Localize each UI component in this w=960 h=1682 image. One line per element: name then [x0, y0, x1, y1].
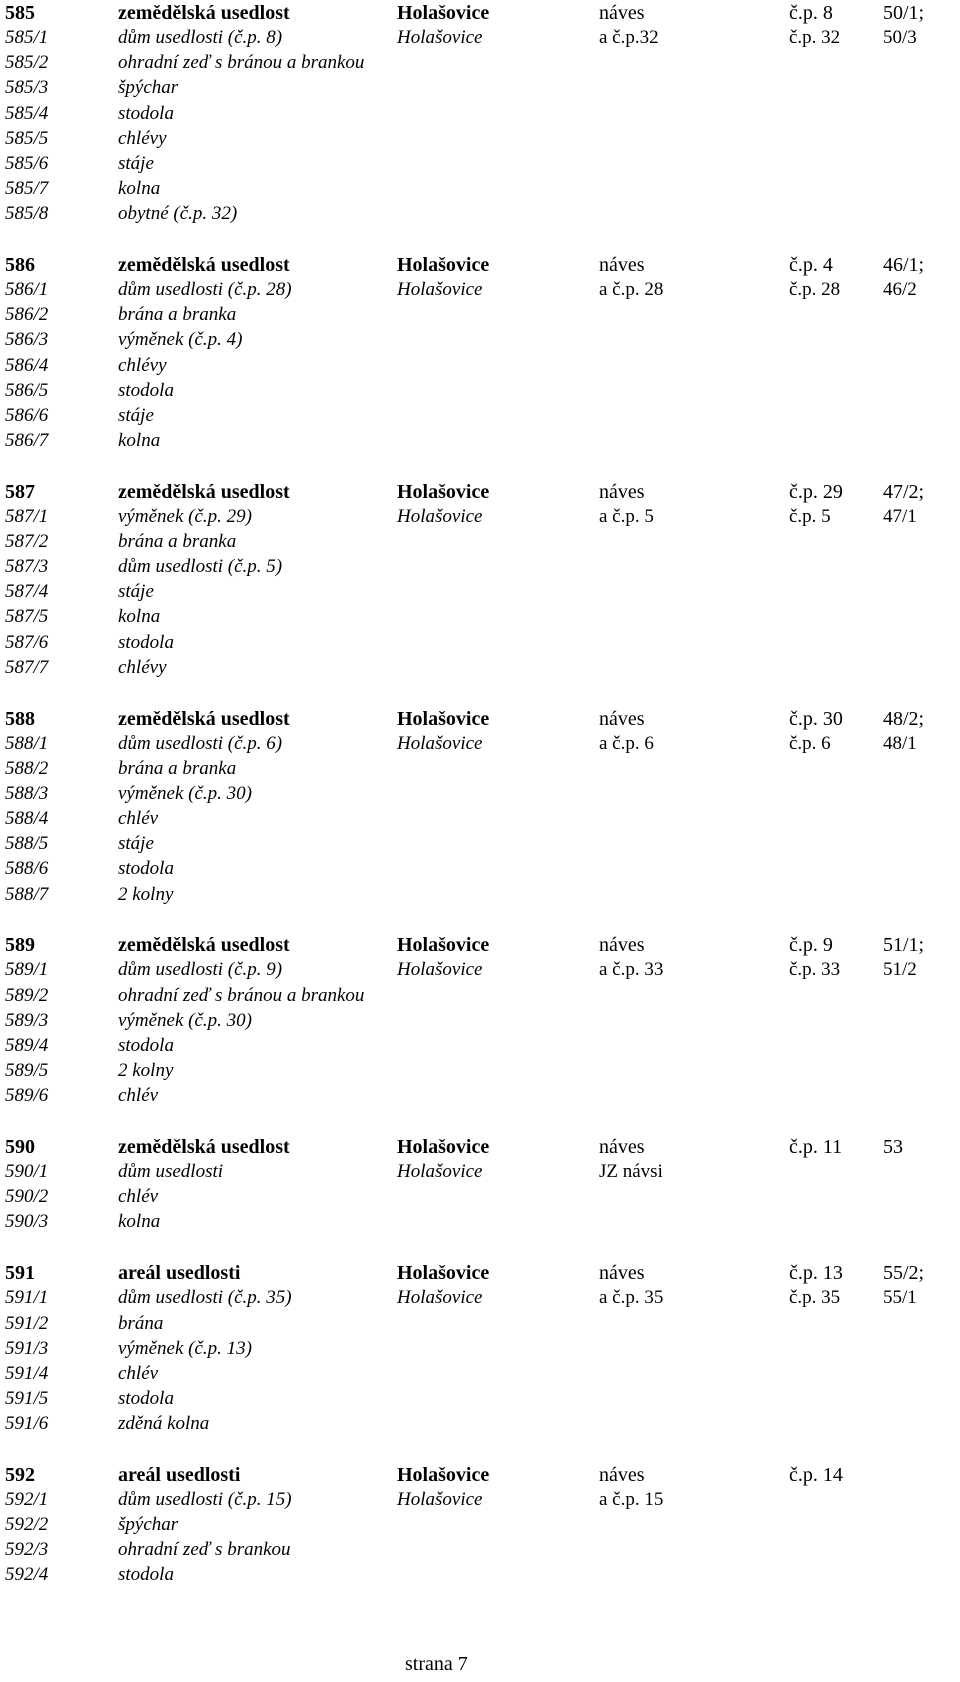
sub-item-row [0, 25, 960, 51]
sub-item-row [0, 302, 960, 328]
sub-item-row [0, 101, 960, 127]
item-number: 591/4 [5, 1363, 49, 1384]
item-number: 588/7 [5, 884, 49, 905]
item-number: 592/1 [5, 1489, 49, 1510]
item-name: dům usedlosti (č.p. 35) [118, 1287, 292, 1308]
item-house-number: č.p. 35 [789, 1287, 841, 1308]
group-header-row [0, 932, 960, 958]
item-house-number: č.p. 8 [789, 2, 833, 24]
item-number: 589/2 [5, 985, 49, 1006]
item-name: obytné (č.p. 32) [118, 203, 238, 224]
item-name: 2 kolny [118, 1060, 174, 1081]
item-house-number: č.p. 30 [789, 708, 843, 730]
item-parcel: 55/2; [883, 1262, 925, 1284]
item-number: 591/6 [5, 1413, 49, 1434]
item-number: 592 [5, 1464, 35, 1486]
item-location: náves [599, 1464, 645, 1486]
item-locality: Holašovice [397, 1136, 490, 1158]
item-number: 588 [5, 708, 35, 730]
item-name: stáje [118, 153, 154, 174]
item-location: a č.p. 28 [599, 279, 664, 300]
item-number: 585/2 [5, 52, 49, 73]
item-number: 586/2 [5, 304, 49, 325]
item-name: zemědělská usedlost [118, 708, 290, 730]
item-number: 591 [5, 1262, 35, 1284]
item-name: chlév [118, 1186, 159, 1207]
item-location: a č.p. 6 [599, 733, 654, 754]
item-location: a č.p. 33 [599, 959, 664, 980]
item-parcel: 46/1; [883, 254, 925, 276]
sub-item-row [0, 126, 960, 152]
item-name: kolna [118, 178, 161, 199]
item-number: 591/1 [5, 1287, 49, 1308]
item-name: stodola [118, 1035, 174, 1056]
sub-item-row [0, 1537, 960, 1563]
item-number: 592/2 [5, 1514, 49, 1535]
sub-item-row [0, 529, 960, 555]
item-number: 589/3 [5, 1010, 49, 1031]
item-number: 588/6 [5, 858, 49, 879]
item-number: 585/7 [5, 178, 49, 199]
sub-item-row [0, 1336, 960, 1362]
item-name: dům usedlosti (č.p. 8) [118, 27, 283, 48]
item-number: 589/4 [5, 1035, 49, 1056]
sub-item-row [0, 428, 960, 454]
item-location: náves [599, 481, 645, 503]
item-number: 591/2 [5, 1313, 49, 1334]
item-number: 592/4 [5, 1564, 49, 1585]
sub-item-row [0, 1311, 960, 1337]
sub-item-row [0, 957, 960, 983]
item-name: zemědělská usedlost [118, 481, 290, 503]
item-location: a č.p.32 [599, 27, 659, 48]
item-locality: Holašovice [397, 279, 483, 300]
item-name: stodola [118, 103, 174, 124]
item-name: brána a branka [118, 531, 237, 552]
item-number: 590/3 [5, 1211, 49, 1232]
sub-item-row [0, 1058, 960, 1084]
item-name: stáje [118, 405, 154, 426]
group-header-row [0, 1462, 960, 1488]
item-name: dům usedlosti (č.p. 5) [118, 556, 283, 577]
sub-item-row [0, 630, 960, 656]
item-parcel: 48/1 [883, 733, 917, 754]
group-header-row [0, 252, 960, 278]
item-number: 587 [5, 481, 35, 503]
item-name: výměnek (č.p. 13) [118, 1338, 252, 1359]
item-name: areál usedlosti [118, 1464, 241, 1486]
item-house-number: č.p. 28 [789, 279, 841, 300]
item-locality: Holašovice [397, 1161, 483, 1182]
item-number: 590 [5, 1136, 35, 1158]
sub-item-row [0, 554, 960, 580]
item-number: 585/8 [5, 203, 49, 224]
item-number: 586/7 [5, 430, 49, 451]
sub-item-row [0, 378, 960, 404]
item-name: dům usedlosti (č.p. 9) [118, 959, 283, 980]
group-header-row [0, 1134, 960, 1160]
item-name: výměnek (č.p. 30) [118, 783, 252, 804]
item-number: 587/5 [5, 606, 49, 627]
sub-item-row [0, 176, 960, 202]
item-name: brána [118, 1313, 164, 1334]
item-name: dům usedlosti [118, 1161, 224, 1182]
sub-item-row [0, 756, 960, 782]
item-number: 585/1 [5, 27, 49, 48]
item-number: 587/1 [5, 506, 49, 527]
item-name: chlévy [118, 355, 167, 376]
item-parcel: 55/1 [883, 1287, 917, 1308]
item-name: chlév [118, 808, 159, 829]
item-location: a č.p. 15 [599, 1489, 664, 1510]
item-number: 585/5 [5, 128, 49, 149]
item-parcel: 50/1; [883, 2, 925, 24]
sub-item-row [0, 1209, 960, 1235]
item-house-number: č.p. 33 [789, 959, 841, 980]
item-number: 586/6 [5, 405, 49, 426]
item-name: chlévy [118, 128, 167, 149]
item-house-number: č.p. 5 [789, 506, 831, 527]
page-footer: strana 7 [405, 1653, 468, 1675]
item-parcel: 47/2; [883, 481, 925, 503]
item-name: stodola [118, 632, 174, 653]
item-house-number: č.p. 9 [789, 934, 833, 956]
item-name: dům usedlosti (č.p. 6) [118, 733, 283, 754]
item-locality: Holašovice [397, 708, 490, 730]
item-location: náves [599, 708, 645, 730]
item-name: stodola [118, 380, 174, 401]
item-number: 588/2 [5, 758, 49, 779]
sub-item-row [0, 604, 960, 630]
item-locality: Holašovice [397, 2, 490, 24]
item-name: špýchar [118, 1514, 179, 1535]
item-name: dům usedlosti (č.p. 15) [118, 1489, 292, 1510]
item-parcel: 51/2 [883, 959, 917, 980]
item-locality: Holašovice [397, 481, 490, 503]
item-name: výměnek (č.p. 4) [118, 329, 243, 350]
item-name: zemědělská usedlost [118, 1136, 290, 1158]
item-parcel: 51/1; [883, 934, 925, 956]
sub-item-row [0, 579, 960, 605]
sub-item-row [0, 50, 960, 76]
sub-item-row [0, 1285, 960, 1311]
item-house-number: č.p. 4 [789, 254, 833, 276]
item-locality: Holašovice [397, 254, 490, 276]
group-header-row [0, 479, 960, 505]
group-header-row [0, 0, 960, 26]
item-name: stodola [118, 1388, 174, 1409]
item-number: 587/6 [5, 632, 49, 653]
item-house-number: č.p. 29 [789, 481, 843, 503]
item-number: 586/4 [5, 355, 49, 376]
item-house-number: č.p. 14 [789, 1464, 843, 1486]
item-number: 586/5 [5, 380, 49, 401]
sub-item-row [0, 277, 960, 303]
item-name: kolna [118, 1211, 161, 1232]
sub-item-row [0, 1411, 960, 1437]
item-location: náves [599, 1136, 645, 1158]
item-name: zemědělská usedlost [118, 2, 290, 24]
item-name: brána a branka [118, 304, 237, 325]
item-locality: Holašovice [397, 959, 483, 980]
item-name: chlévy [118, 657, 167, 678]
item-number: 590/1 [5, 1161, 49, 1182]
item-number: 587/2 [5, 531, 49, 552]
item-number: 588/5 [5, 833, 49, 854]
item-locality: Holašovice [397, 27, 483, 48]
item-number: 589/1 [5, 959, 49, 980]
item-house-number: č.p. 13 [789, 1262, 843, 1284]
item-name: brána a branka [118, 758, 237, 779]
item-house-number: č.p. 11 [789, 1136, 843, 1158]
item-number: 587/7 [5, 657, 49, 678]
item-name: ohradní zeď s bránou a brankou [118, 52, 365, 73]
sub-item-row [0, 327, 960, 353]
item-name: dům usedlosti (č.p. 28) [118, 279, 292, 300]
group-header-row [0, 1260, 960, 1286]
item-name: chlév [118, 1363, 159, 1384]
sub-item-row [0, 201, 960, 227]
item-number: 591/5 [5, 1388, 49, 1409]
item-name: kolna [118, 430, 161, 451]
item-location: náves [599, 2, 645, 24]
item-parcel: 50/3 [883, 27, 917, 48]
item-locality: Holašovice [397, 733, 483, 754]
item-location: a č.p. 35 [599, 1287, 664, 1308]
item-name: 2 kolny [118, 884, 174, 905]
sub-item-row [0, 1083, 960, 1109]
sub-item-row [0, 882, 960, 908]
sub-item-row [0, 781, 960, 807]
sub-item-row [0, 856, 960, 882]
item-parcel: 46/2 [883, 279, 917, 300]
item-number: 585/6 [5, 153, 49, 174]
sub-item-row [0, 1562, 960, 1588]
sub-item-row [0, 353, 960, 379]
item-name: stáje [118, 833, 154, 854]
item-number: 585 [5, 2, 35, 24]
item-name: chlév [118, 1085, 159, 1106]
sub-item-row [0, 75, 960, 101]
item-name: kolna [118, 606, 161, 627]
sub-item-row [0, 806, 960, 832]
sub-item-row [0, 1184, 960, 1210]
item-location: náves [599, 254, 645, 276]
item-number: 591/3 [5, 1338, 49, 1359]
item-number: 589/6 [5, 1085, 49, 1106]
sub-item-row [0, 1487, 960, 1513]
item-number: 592/3 [5, 1539, 49, 1560]
sub-item-row [0, 831, 960, 857]
item-location: JZ návsi [599, 1161, 663, 1182]
sub-item-row [0, 1361, 960, 1387]
item-locality: Holašovice [397, 1262, 490, 1284]
item-name: ohradní zeď s brankou [118, 1539, 291, 1560]
item-locality: Holašovice [397, 1489, 483, 1510]
item-name: zemědělská usedlost [118, 254, 290, 276]
item-house-number: č.p. 32 [789, 27, 841, 48]
sub-item-row [0, 1008, 960, 1034]
item-name: špýchar [118, 77, 179, 98]
item-location: náves [599, 934, 645, 956]
item-number: 589/5 [5, 1060, 49, 1081]
item-parcel: 47/1 [883, 506, 917, 527]
item-name: zemědělská usedlost [118, 934, 290, 956]
sub-item-row [0, 1512, 960, 1538]
item-locality: Holašovice [397, 934, 490, 956]
item-number: 585/3 [5, 77, 49, 98]
sub-item-row [0, 1033, 960, 1059]
item-house-number: č.p. 6 [789, 733, 831, 754]
item-number: 587/4 [5, 581, 49, 602]
item-name: areál usedlosti [118, 1262, 241, 1284]
item-locality: Holašovice [397, 506, 483, 527]
item-name: stáje [118, 581, 154, 602]
sub-item-row [0, 655, 960, 681]
item-number: 585/4 [5, 103, 49, 124]
sub-item-row [0, 731, 960, 757]
item-number: 589 [5, 934, 35, 956]
item-name: ohradní zeď s bránou a brankou [118, 985, 365, 1006]
item-number: 586/1 [5, 279, 49, 300]
sub-item-row [0, 504, 960, 530]
item-name: zděná kolna [118, 1413, 210, 1434]
item-name: výměnek (č.p. 29) [118, 506, 252, 527]
item-location: náves [599, 1262, 645, 1284]
item-location: a č.p. 5 [599, 506, 654, 527]
item-number: 588/4 [5, 808, 49, 829]
group-header-row [0, 706, 960, 732]
item-number: 586 [5, 254, 35, 276]
item-parcel: 48/2; [883, 708, 925, 730]
item-number: 590/2 [5, 1186, 49, 1207]
sub-item-row [0, 983, 960, 1009]
item-locality: Holašovice [397, 1464, 490, 1486]
item-name: výměnek (č.p. 30) [118, 1010, 252, 1031]
item-name: stodola [118, 1564, 174, 1585]
item-number: 588/1 [5, 733, 49, 754]
item-number: 587/3 [5, 556, 49, 577]
item-number: 588/3 [5, 783, 49, 804]
sub-item-row [0, 403, 960, 429]
sub-item-row [0, 1386, 960, 1412]
sub-item-row [0, 1159, 960, 1185]
sub-item-row [0, 151, 960, 177]
item-number: 586/3 [5, 329, 49, 350]
item-parcel: 53 [883, 1136, 903, 1158]
item-name: stodola [118, 858, 174, 879]
item-locality: Holašovice [397, 1287, 483, 1308]
